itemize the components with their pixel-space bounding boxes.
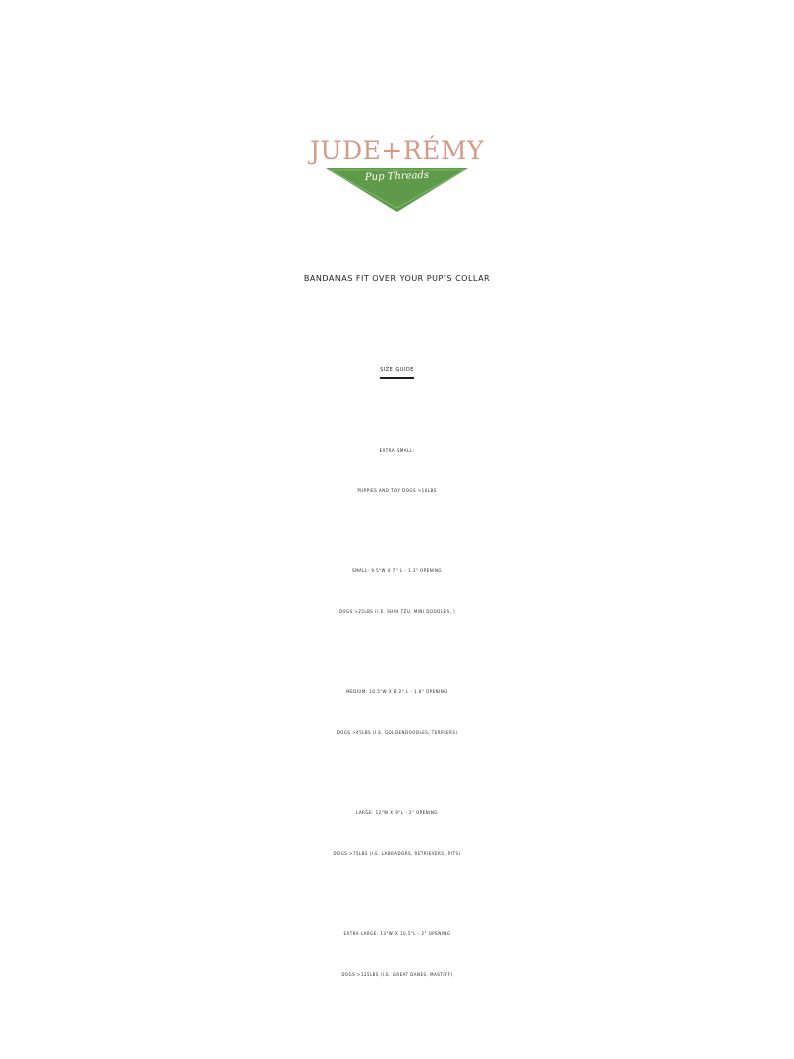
size-guide-title-text: SIZE GUIDE	[380, 367, 414, 373]
brand-tagline: Pup Threads	[364, 169, 430, 184]
size-heading-medium: MEDIUM: 10.5"W X 8.2" L - 1.8" OPENING	[346, 689, 448, 694]
size-detail-large: DOGS >75LBS (I.E. LABRADORS, RETRIEVERS, PITS)	[333, 851, 461, 856]
size-heading-small: SMALL: 9.5"W X 7" L - 1.2" OPENING	[352, 568, 442, 573]
headline: BANDANAS FIT OVER YOUR PUP'S COLLAR	[303, 274, 491, 283]
brand-logo	[0, 132, 794, 222]
size-detail-extra-small: PUPPIES AND TOY DOGS >10LBS	[357, 488, 437, 493]
size-detail-extra-large: DOGS >125LBS (I.E. GREAT DANES, MASTIFF)	[341, 972, 453, 977]
size-heading-extra-small: EXTRA SMALL:	[379, 448, 415, 453]
size-guide-title	[0, 350, 794, 390]
size-detail-small: DOGS >25LBS (I.E. SHIH TZU, MINI DOODLES, )	[338, 609, 456, 614]
brand-name: JUDE+RÉMY	[309, 136, 484, 165]
size-heading-large: LARGE: 12"W X 9"L - 2" OPENING	[356, 810, 438, 815]
size-detail-medium: DOGS >45LBS (I.E. GOLDENDOODLES, TERRIERS)	[336, 730, 458, 735]
size-heading-extra-large: EXTRA LARGE: 13"W X 10.5"L - 2" OPENING	[343, 931, 451, 936]
